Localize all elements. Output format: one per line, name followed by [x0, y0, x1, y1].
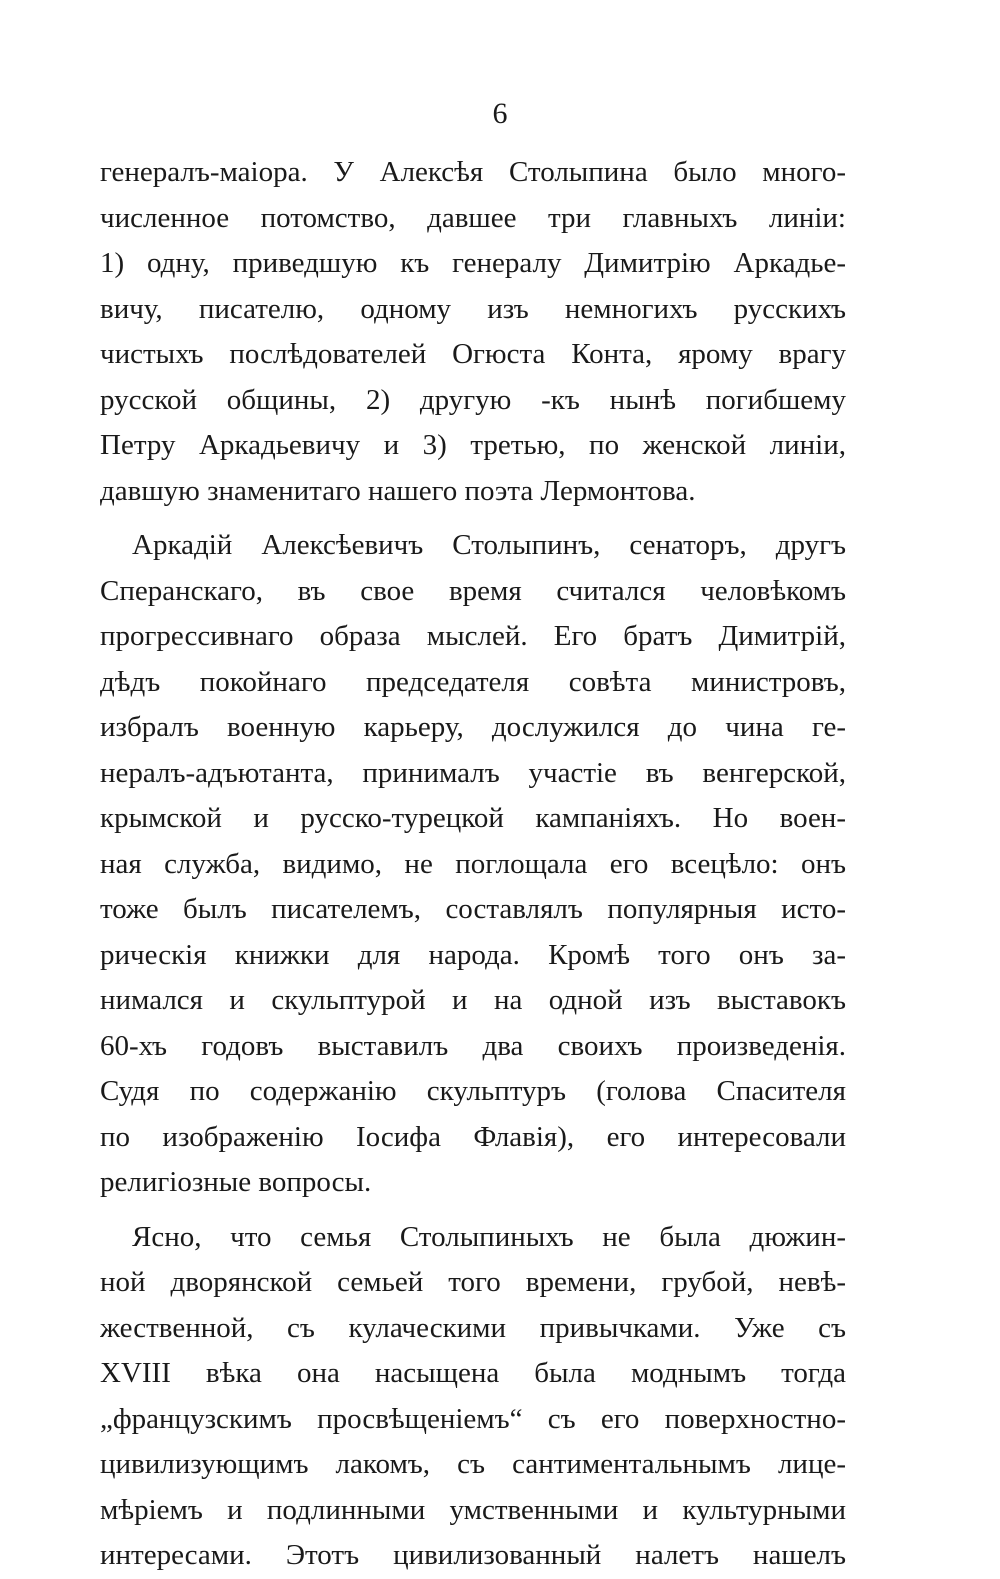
text-line: Судя по содержанію скульптуръ (голова Спасителя [100, 1075, 846, 1107]
text-line: рическія книжки для народа. Кромѣ того онъ за- [100, 938, 846, 971]
text-line: нимался и скульптурой и на одной изъ выставокъ [100, 984, 846, 1016]
text-line: давшую знаменитаго нашего поэта Лермонтова. [100, 474, 696, 507]
text-line: 1) одну, приведшую къ генералу Димитрію Аркадье- [100, 247, 846, 279]
paragraph-gap [100, 514, 846, 523]
text-line: прогрессивнаго образа мыслей. Его братъ Димитрій, [100, 620, 846, 652]
text-line: дѣдъ покойнаго председателя совѣта министровъ, [100, 665, 846, 698]
text-line: Аркадій Алексѣевичъ Столыпинъ, сенаторъ, другъ [132, 529, 846, 561]
paragraph-gap [100, 1206, 846, 1215]
text-line: Сперанскаго, въ свое время считался человѣкомъ [100, 574, 846, 607]
text-line: религіозные вопросы. [100, 1166, 372, 1198]
text-line: „французскимъ просвѣщеніемъ“ съ его поверхностно- [100, 1402, 846, 1435]
text-line: XVIII вѣка она насыщена была моднымъ тогда [100, 1357, 846, 1389]
text-line: Петру Аркадьевичу и 3) третью, по женской линіи, [100, 429, 846, 461]
text-line: вичу, писателю, одному изъ немногихъ русскихъ [100, 292, 846, 325]
paragraph-1 [100, 150, 846, 514]
text-line: русской общины, 2) другую -къ нынѣ погибшему [100, 383, 846, 416]
text-line: интересами. Этотъ цивилизованный налетъ нашелъ [100, 1539, 846, 1571]
text-line: крымской и русско-турецкой кампаніяхъ. Но воен- [100, 802, 846, 834]
paragraph-3 [100, 1215, 846, 1579]
page-number: 6 [492, 97, 508, 130]
paragraph-2 [100, 523, 846, 1206]
text-line: жественной, съ кулаческими привычками. Уже съ [100, 1311, 846, 1344]
text-line: избралъ военную карьеру, дослужился до чина ге- [100, 711, 846, 743]
text-line: мѣріемъ и подлинными умственными и культурными [100, 1493, 846, 1526]
body-text [100, 150, 846, 1579]
text-line: нералъ-адъютанта, принималъ участіе въ венгерской, [100, 756, 846, 789]
text-line: тоже былъ писателемъ, составлялъ популярныя исто- [100, 893, 846, 925]
text-line: чистыхъ послѣдователей Огюста Конта, ярому врагу [100, 338, 846, 370]
text-line: Ясно, что семья Столыпиныхъ не была дюжин- [132, 1220, 846, 1253]
text-line: ной дворянской семьей того времени, грубой, невѣ- [100, 1266, 846, 1298]
text-line: численное потомство, давшее три главныхъ линіи: [100, 201, 846, 234]
text-line: 60-хъ годовъ выставилъ два своихъ произведенія. [100, 1029, 846, 1062]
text-line: цивилизующимъ лакомъ, съ сантиментальнымъ лице- [100, 1448, 846, 1480]
text-line: по изображенію Іосифа Флавія), его интересовали [100, 1120, 846, 1153]
text-line: генералъ-маіора. У Алексѣя Столыпина было много- [100, 156, 846, 188]
text-line: ная служба, видимо, не поглощала его всецѣло: онъ [100, 847, 846, 880]
